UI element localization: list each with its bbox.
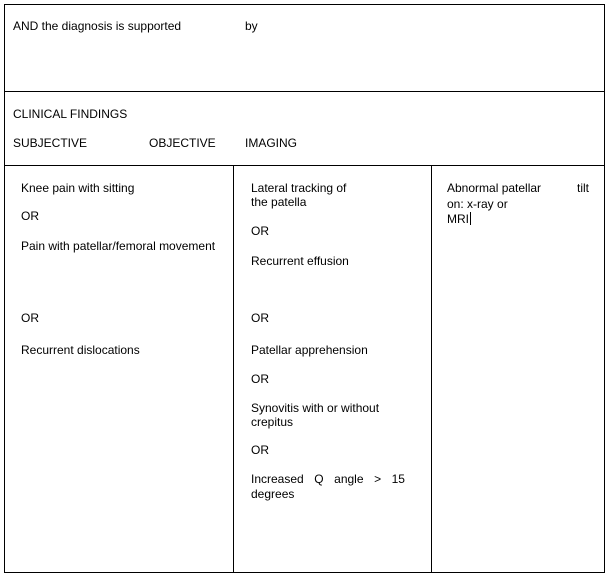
subjective-item-dislocations[interactable]: Recurrent dislocations [21,343,140,357]
imaging-text: tilt [577,181,589,195]
objective-or-3[interactable]: OR [251,372,269,386]
objective-or-4[interactable]: OR [251,443,269,457]
objective-or-2[interactable]: OR [251,311,269,325]
q-angle-word: Q [314,472,324,486]
objective-item-q-angle-line2[interactable]: degrees [251,487,295,501]
objective-item-synovitis-line1[interactable]: Synovitis with or without [251,401,380,415]
q-angle-word: angle [334,472,364,486]
objective-item-q-angle-line1[interactable] [251,472,405,486]
imaging-line-1[interactable] [447,181,589,195]
imaging-line-3[interactable] [447,212,471,226]
imaging-line-2[interactable]: on: x-ray or [447,197,508,211]
findings-title[interactable]: CLINICAL FINDINGS [13,107,128,121]
q-angle-word: Increased [251,472,304,486]
objective-item-lateral-tracking-line1[interactable]: Lateral tracking of [251,181,347,195]
objective-item-apprehension[interactable]: Patellar apprehension [251,343,368,357]
intro-by[interactable]: by [245,19,258,33]
divider-column-2 [431,165,432,573]
column-heading-imaging[interactable]: IMAGING [245,136,298,150]
divider-header [4,91,605,92]
subjective-item-knee-pain[interactable]: Knee pain with sitting [21,181,135,195]
document-table [4,4,605,573]
column-heading-objective[interactable]: OBJECTIVE [149,136,216,150]
objective-item-synovitis-line2[interactable]: crepitus [251,415,294,429]
column-heading-subjective[interactable]: SUBJECTIVE [13,136,88,150]
intro-text[interactable]: AND the diagnosis is supported [13,19,182,33]
q-angle-word: > [374,472,382,486]
objective-item-effusion[interactable]: Recurrent effusion [251,254,349,268]
q-angle-word: 15 [391,472,405,486]
text-cursor [470,212,471,225]
imaging-text: MRI [447,212,469,226]
objective-or-1[interactable]: OR [251,224,269,238]
divider-findings [4,165,605,166]
divider-column-1 [233,165,234,573]
objective-item-lateral-tracking-line2[interactable]: the patella [251,195,307,209]
subjective-item-patellar-movement[interactable]: Pain with patellar/femoral movement [21,239,216,253]
imaging-text: Abnormal patellar [447,181,542,195]
subjective-or-1[interactable]: OR [21,209,39,223]
subjective-or-2[interactable]: OR [21,311,39,325]
